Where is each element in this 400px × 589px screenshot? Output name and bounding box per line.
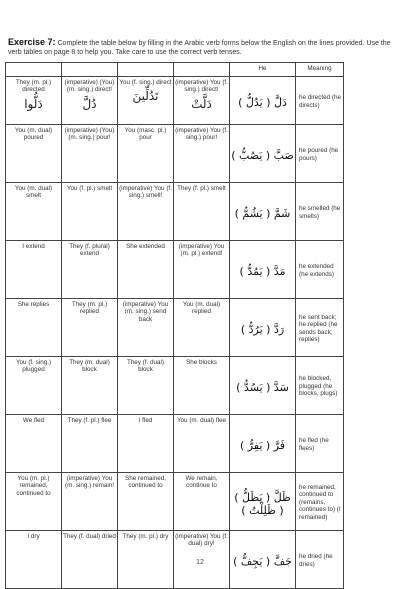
verb-prompt-cell[interactable] (62, 473, 118, 531)
he-form-cell: فَرَّ ( يَفِرُّ ) (230, 415, 296, 473)
english-prompt: She extended (126, 243, 165, 250)
english-prompt: They (f. pl.) flee (67, 417, 112, 424)
english-prompt: (imperative) You (m. sing.) remain! (65, 475, 114, 490)
exercise-title: Exercise 7: (8, 37, 56, 47)
arabic-answer: دَلَّتْ (191, 96, 212, 111)
verb-prompt-cell[interactable] (118, 241, 174, 299)
verb-prompt-cell[interactable] (6, 473, 62, 531)
he-form-cell: مَدَّ ( يَمُدُّ ) (230, 241, 296, 299)
verb-prompt-cell[interactable] (62, 357, 118, 415)
english-prompt: (imperative) You (f. sing.) direct! (175, 79, 228, 94)
english-prompt: (imperative) You (f. sing.) smell! (119, 185, 172, 200)
english-prompt: They (f. pl.) smelt (177, 185, 226, 192)
meaning-cell: he blocked, plugged (he blocks, plugs) (296, 357, 344, 415)
verb-table (5, 62, 344, 589)
he-form-cell: صَبَّ ( يَصُبُّ ) (230, 125, 296, 183)
english-prompt: They (f. dual) dried (63, 533, 116, 540)
english-prompt: (imperative) (You) (m. sing.) direct! (64, 79, 115, 94)
table-row (6, 183, 344, 241)
table-row (6, 125, 344, 183)
english-prompt: You (m. pl.) remained, continued to (16, 475, 51, 497)
he-form-cell: شَمَّ ( يَشُمُّ ) (230, 183, 296, 241)
english-prompt: They (m. pl.) directed (15, 79, 52, 94)
english-prompt: We remain, continue to (185, 475, 218, 490)
english-prompt: You (m. dual) replied (182, 301, 221, 316)
table-row (6, 357, 344, 415)
verb-prompt-cell[interactable] (6, 415, 62, 473)
verb-prompt-cell[interactable] (62, 241, 118, 299)
he-form-cell: سَدَّ ( يَسُدُّ ) (230, 357, 296, 415)
verb-prompt-cell[interactable] (118, 299, 174, 357)
english-prompt: You (f. sing.) direct (119, 79, 172, 86)
verb-prompt-cell[interactable] (174, 183, 230, 241)
verb-prompt-cell[interactable] (62, 183, 118, 241)
english-prompt: (imperative) You (m. sing.) send back (122, 301, 169, 323)
verb-prompt-cell[interactable] (6, 77, 62, 125)
english-prompt: They (f. dual) block (126, 359, 165, 374)
verb-prompt-cell[interactable] (118, 183, 174, 241)
verb-prompt-cell[interactable] (174, 77, 230, 125)
meaning-column-header: Meaning (296, 63, 344, 77)
english-prompt: I dry (27, 533, 40, 540)
verb-prompt-cell[interactable] (62, 415, 118, 473)
blank-header (118, 63, 174, 77)
verb-prompt-cell[interactable] (62, 77, 118, 125)
he-form-cell: رَدَّ ( يَرُدُّ ) (230, 299, 296, 357)
table-row (6, 241, 344, 299)
verb-prompt-cell[interactable] (174, 241, 230, 299)
verb-prompt-cell[interactable] (6, 183, 62, 241)
english-prompt: You (masc. pl.) pour (124, 127, 167, 142)
verb-prompt-cell[interactable] (118, 415, 174, 473)
table-row (6, 473, 344, 531)
he-column-header: He (230, 63, 296, 77)
table-row (6, 77, 344, 125)
he-form-cell: ظَلَّ ( يَظَلُّ ) ( ظَلِلْتُ ) (230, 473, 296, 531)
verb-prompt-cell[interactable] (62, 125, 118, 183)
meaning-cell: he sent back; he replied (he sends back; replies) (296, 299, 344, 357)
page-number: 12 (196, 559, 204, 566)
he-form-cell: دَلَّ ( يَدُلُّ ) (230, 77, 296, 125)
english-prompt: She replies (17, 301, 50, 308)
he-form-cell: جَفَّ ( يَجِفُّ ) (230, 531, 296, 589)
arabic-answer: دُلَّ (82, 96, 97, 111)
verb-prompt-cell[interactable] (6, 357, 62, 415)
verb-prompt-cell[interactable] (118, 77, 174, 125)
verb-prompt-cell[interactable] (174, 415, 230, 473)
verb-prompt-cell[interactable] (6, 299, 62, 357)
blank-header (6, 63, 62, 77)
verb-prompt-cell[interactable] (6, 241, 62, 299)
english-prompt: (imperative) You (m. pl.) extend! (178, 243, 225, 258)
meaning-cell: he dried (he dries) (296, 531, 344, 589)
english-prompt: You (f. pl.) smelt (66, 185, 113, 192)
english-prompt: You (m. dual) smelt (14, 185, 53, 200)
english-prompt: We fled (22, 417, 45, 424)
arabic-answer: دَلُّوا (24, 96, 43, 111)
english-prompt: She remained, continued to (125, 475, 166, 490)
meaning-cell: he directed (he directs) (296, 77, 344, 125)
verb-prompt-cell[interactable] (174, 125, 230, 183)
english-prompt: You (m. dual) flee (176, 417, 227, 424)
meaning-cell: he extended (he extends) (296, 241, 344, 299)
blank-header (62, 63, 118, 77)
exercise-text: Complete the table below by filling in the Arabic verb forms below the English on the lines provided. Use the verb tables on page 8 to help you. Take care to use the correct verb tenses. (8, 40, 391, 56)
table-row (6, 299, 344, 357)
verb-prompt-cell[interactable] (174, 299, 230, 357)
english-prompt: She blocks (186, 359, 217, 366)
english-prompt: (imperative) (You) (m. sing.) pour! (64, 127, 115, 142)
english-prompt: I extend (22, 243, 45, 250)
verb-prompt-cell[interactable] (118, 473, 174, 531)
verb-prompt-cell[interactable] (118, 125, 174, 183)
meaning-cell: he poured (he pours) (296, 125, 344, 183)
english-prompt: They (m. dual) block (69, 359, 110, 374)
verb-prompt-cell[interactable] (118, 357, 174, 415)
verb-prompt-cell[interactable] (62, 299, 118, 357)
english-prompt: (imperative) You (f. sing.) pour! (175, 127, 228, 142)
english-prompt: (imperative) You (f. dual) dry! (175, 533, 228, 548)
verb-prompt-cell[interactable] (174, 473, 230, 531)
english-prompt: They (m. pl.) replied (71, 301, 108, 316)
exercise-instructions (8, 38, 392, 57)
english-prompt: They (f. plural) extend (69, 243, 110, 258)
english-prompt: They (m. pl.) dry (122, 533, 169, 540)
arabic-answer: تَدُلِّينَ (132, 89, 159, 104)
verb-prompt-cell[interactable] (6, 125, 62, 183)
table-row (6, 415, 344, 473)
blank-header (174, 63, 230, 77)
meaning-cell: he fled (he flees) (296, 415, 344, 473)
verb-prompt-cell[interactable] (174, 357, 230, 415)
meaning-cell: he remained, continued to (remains, continues to) (I remained) (296, 473, 344, 531)
meaning-cell: he smelled (he smells) (296, 183, 344, 241)
english-prompt: You (f. sing.) plugged (15, 359, 52, 374)
english-prompt: You (m. dual) poured (14, 127, 53, 142)
table-header-row (6, 63, 344, 77)
english-prompt: I fled (138, 417, 153, 424)
